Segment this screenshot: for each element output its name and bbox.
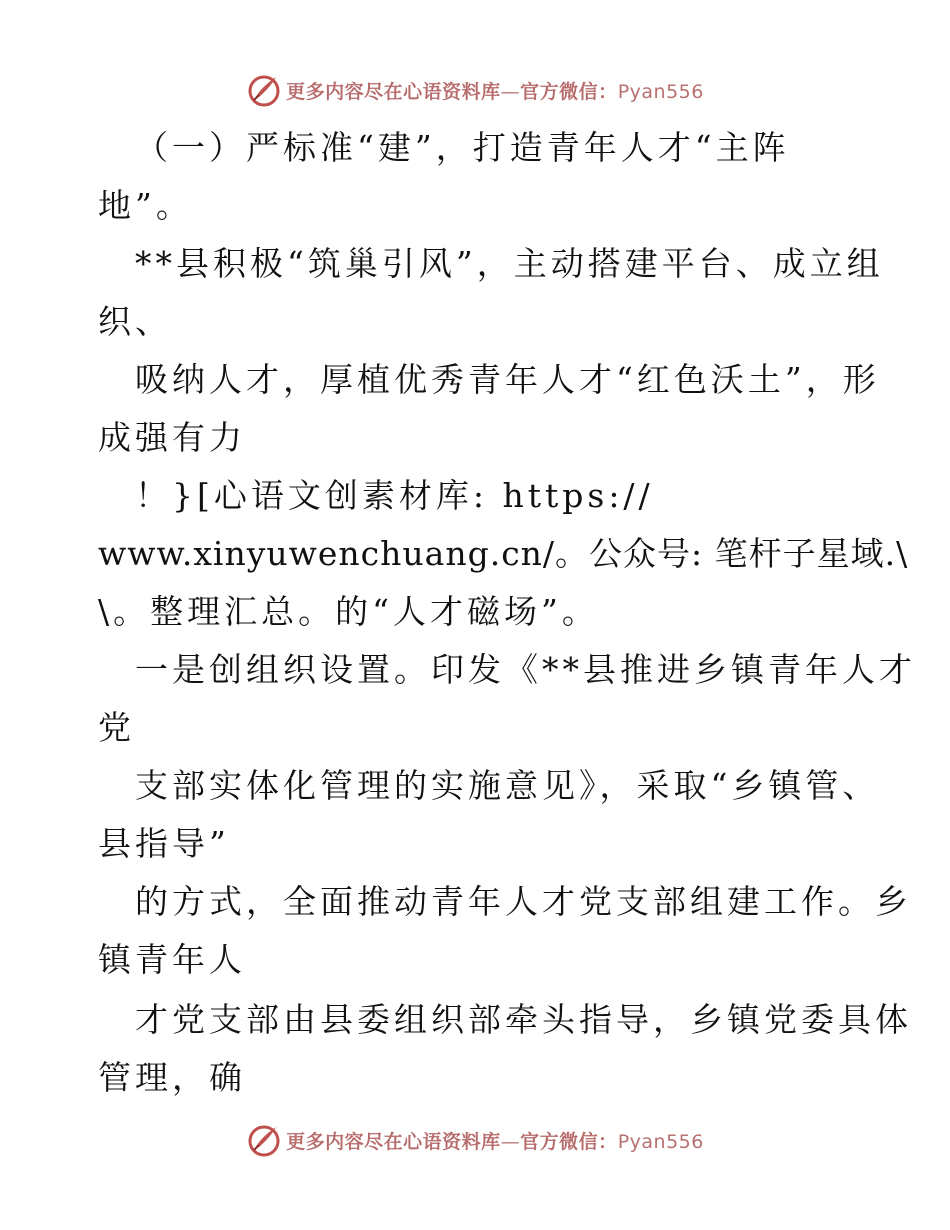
paragraph-line: 县指导” [98,824,230,863]
paragraph-line: 的方式，全面推动青年人才党支部组建工作。乡 [135,882,912,921]
paragraph-line: 一是创组织设置。印发《**县推进乡镇青年人才 [135,650,916,689]
paragraph-line: 管理，确 [98,1058,246,1097]
paragraph-line: \。整理汇总。的“人才磁场”。 [98,592,599,631]
watermark-wechat-label: 官方微信： [520,1130,618,1153]
paragraph-line: 才党支部由县委组织部牵头指导，乡镇党委具体 [135,1000,912,1039]
paragraph-line: （一）严标准“建”，打造青年人才“主阵 [135,128,790,167]
watermark-brand: 更多内容尽在心语资料库 [286,80,501,103]
paragraph-line: 镇青年人 [98,940,246,979]
paragraph-line: 吸纳人才，厚植优秀青年人才“红色沃土”，形 [135,360,880,399]
quill-pen-logo-icon [246,1122,282,1158]
paragraph-line: 地”。 [98,186,193,225]
watermark-separator: — [500,80,521,103]
paragraph-line: 成强有力 [98,418,246,457]
watermark-wechat-id: Pyan556 [617,1130,704,1153]
footer-watermark [0,1120,950,1160]
watermark-separator: — [500,1130,521,1153]
watermark-brand: 更多内容尽在心语资料库 [286,1130,501,1153]
paragraph-line: 织、 [98,302,172,341]
paragraph-line: 党 [98,708,135,747]
paragraph-line: www.xinyuwenchuang.cn/。公众号: 笔杆子星域.\ [98,534,909,573]
watermark-wechat-id: Pyan556 [617,80,704,103]
paragraph-line: ！}[心语文创素材库: https:// [135,476,654,515]
watermark-wechat-label: 官方微信： [520,80,618,103]
paragraph-line: **县积极“筑巢引风”，主动搭建平台、成立组 [135,244,884,283]
paragraph-line: 支部实体化管理的实施意见》，采取“乡镇管、 [135,766,880,805]
watermark-text [286,1127,704,1154]
